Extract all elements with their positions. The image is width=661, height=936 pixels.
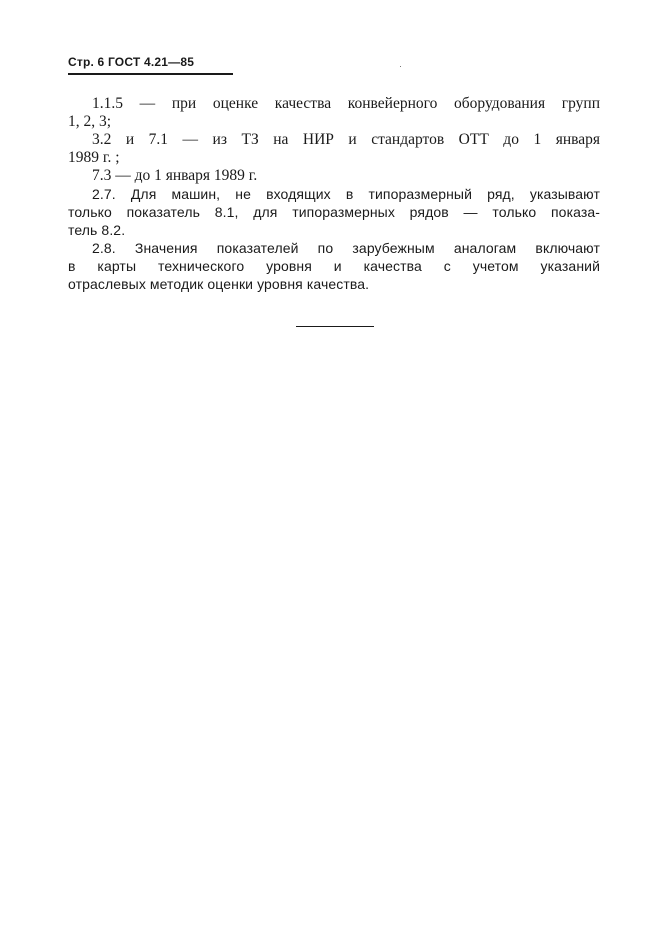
- clause-2-7-line-3: тель 8.2.: [68, 222, 126, 238]
- scan-speck: [400, 66, 401, 67]
- document-body: [68, 95, 600, 293]
- item-3-2-line-1: 3.2 и 7.1 — из ТЗ на НИР и стандартов ОТТ до 1 января: [92, 131, 600, 148]
- item-7-3-line: 7.3 — до 1 января 1989 г.: [92, 167, 258, 184]
- clause-2-7-line-2: только показатель 8.1, для типоразмерных рядов — только показа-: [68, 204, 600, 220]
- clause-2-7-line-1: 2.7. Для машин, не входящих в типоразмерный ряд, указывают: [92, 186, 600, 202]
- item-1-1-5-line-2: 1, 2, 3;: [68, 113, 112, 130]
- clause-2-8-line-2: в карты технического уровня и качества с учетом указаний: [68, 258, 600, 274]
- item-3-2-line-2: 1989 г. ;: [68, 149, 120, 166]
- header-rule: [68, 73, 233, 75]
- clause-2-8-line-3: отраслевых методик оценки уровня качества.: [68, 276, 370, 292]
- item-1-1-5-line-1: 1.1.5 — при оценке качества конвейерного оборудования групп: [92, 95, 600, 112]
- clause-2-8-line-1: 2.8. Значения показателей по зарубежным аналогам включают: [92, 240, 600, 256]
- end-of-text-rule: [296, 326, 374, 327]
- page-header: Стр. 6 ГОСТ 4.21—85: [68, 55, 195, 69]
